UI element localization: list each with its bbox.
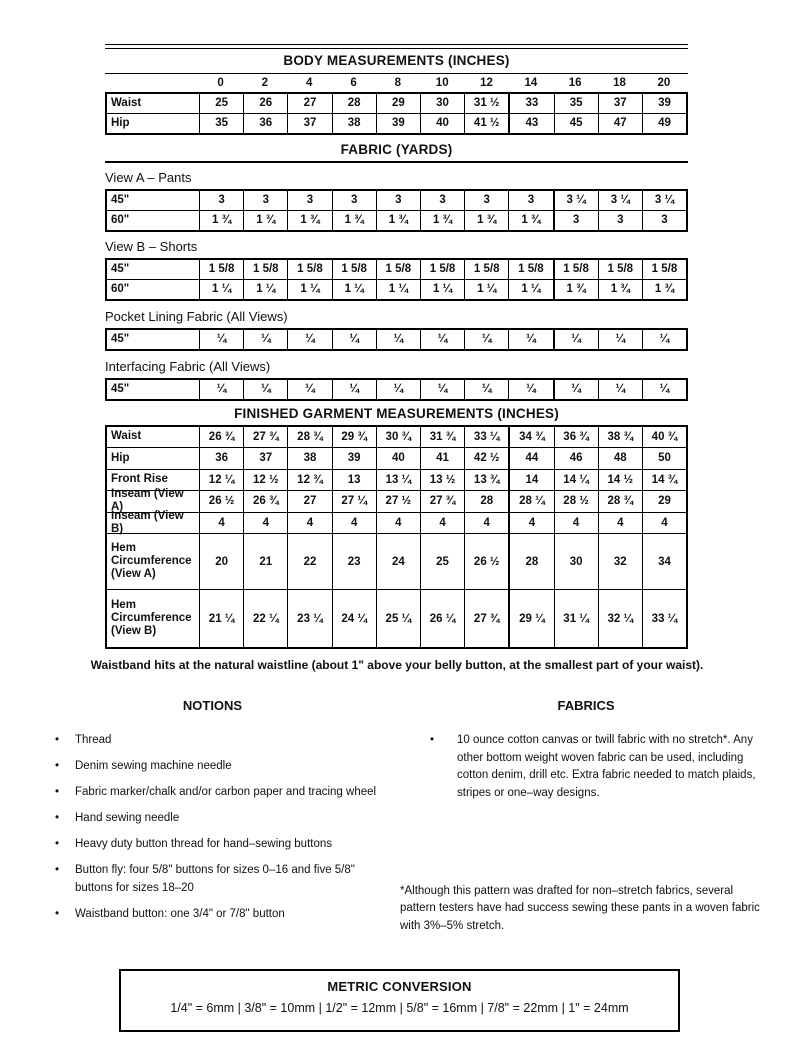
table-cell: 8: [394, 76, 402, 89]
row-label: Inseam (View A): [107, 491, 200, 512]
table-cell: 35: [555, 94, 599, 113]
table-cell: ¼: [421, 330, 465, 349]
bullet-icon: •: [430, 734, 435, 746]
table-row-inseam-a: [107, 490, 686, 512]
table-cell: 18: [613, 76, 626, 89]
table-cell: 32: [599, 534, 643, 589]
table-cell: 3: [333, 191, 377, 210]
table-row-hem-b: [107, 589, 686, 647]
table-cell: 25 ¼: [377, 590, 421, 647]
table-cell: 1 5/8: [200, 260, 244, 279]
table-cell: 3: [509, 191, 554, 210]
table-cell: 50: [658, 452, 671, 465]
table-cell: 27 ¾: [421, 491, 465, 512]
table-cell: 3: [288, 191, 332, 210]
table-cell: 49: [658, 117, 671, 129]
table-cell: 1 ¼: [244, 280, 288, 299]
tables-column: [105, 0, 688, 649]
table-cell: 1 5/8: [599, 260, 643, 279]
interfacing-label: Interfacing Fabric (All Views): [105, 358, 271, 374]
view-a-pants-label: View A – Pants: [105, 169, 192, 185]
fabric-title-rule: [105, 161, 688, 163]
table-cell: 3: [421, 191, 465, 210]
table-cell: ¼: [377, 330, 421, 349]
fabric-yards-title: FABRIC (YARDS): [340, 141, 453, 157]
row-label: Hip: [107, 114, 200, 133]
table-cell: 1 ¼: [333, 280, 377, 299]
table-cell: 33: [510, 94, 554, 113]
bullet-icon: •: [55, 812, 60, 824]
table-cell: ¼: [659, 333, 670, 345]
table-cell: 38: [288, 448, 332, 469]
row-cells: [200, 590, 686, 647]
table-cell: 26 ¾: [200, 427, 244, 448]
view-a-fabric-table: [105, 189, 688, 232]
table-cell: 1 ¼: [288, 280, 332, 299]
table-cell: 20: [657, 76, 671, 89]
table-cell: 30 ¾: [377, 427, 421, 448]
table-cell: 27 ¾: [244, 427, 288, 448]
table-cell: 39: [377, 114, 421, 133]
table-cell: 4: [288, 513, 332, 534]
row-label: Front Rise: [107, 470, 200, 491]
table-cell: 4: [555, 513, 599, 534]
table-cell: 32 ¼: [599, 590, 643, 647]
table-cell: 27 ¼: [333, 491, 377, 512]
table-cell: 1 5/8: [244, 260, 288, 279]
bullet-icon: •: [55, 838, 60, 850]
table-cell: 4: [599, 513, 643, 534]
bullet-icon: •: [55, 786, 60, 798]
row-label: 45": [107, 330, 200, 349]
table-cell: 1 ¾: [509, 211, 554, 230]
table-cell: 1 ¼: [421, 280, 465, 299]
table-cell: 33 ¼: [465, 427, 510, 448]
table-row-45: [107, 260, 686, 279]
row-cells: [200, 448, 686, 469]
finished-garment-table: [105, 425, 688, 650]
table-cell: 12 ½: [244, 470, 288, 491]
table-cell: 1 5/8: [651, 263, 678, 275]
table-cell: ¼: [200, 380, 244, 399]
table-cell: 23 ¼: [288, 590, 332, 647]
table-cell: 4: [200, 513, 244, 534]
table-cell: 1 ¼: [509, 280, 554, 299]
size-header-row: [105, 74, 688, 92]
table-cell: 14: [524, 76, 538, 89]
table-cell: 1 ¾: [244, 211, 288, 230]
table-cell: ¼: [244, 330, 288, 349]
table-cell: 34: [658, 555, 671, 568]
bullet-icon: •: [55, 864, 60, 876]
table-cell: 36: [200, 448, 244, 469]
table-cell: 27: [288, 94, 332, 113]
table-cell: 13 ¼: [377, 470, 421, 491]
list-item: [40, 836, 385, 854]
list-item: [40, 784, 385, 802]
table-cell: ¼: [421, 380, 465, 399]
row-cells: [200, 470, 686, 491]
table-cell: 26 ¼: [421, 590, 465, 647]
table-cell: 14 ¼: [555, 470, 599, 491]
row-cells: [200, 211, 686, 230]
table-cell: 1 ¼: [200, 280, 244, 299]
list-item: [40, 732, 385, 750]
table-cell: 29 ¼: [510, 590, 554, 647]
table-cell: ¼: [200, 330, 244, 349]
table-cell: 3 ¼: [599, 191, 643, 210]
bullet-icon: •: [55, 907, 60, 920]
row-cells: [200, 260, 686, 279]
table-cell: 3: [377, 191, 421, 210]
table-cell: 26 ¾: [244, 491, 288, 512]
list-item: [400, 732, 772, 802]
table-cell: ¼: [465, 330, 509, 349]
table-row-60: [107, 210, 686, 230]
table-cell: 28 ¾: [288, 427, 332, 448]
table-cell: 1 5/8: [509, 260, 554, 279]
table-cell: 28 ¾: [599, 491, 643, 512]
table-cell: ¼: [599, 330, 643, 349]
table-row-45: [107, 191, 686, 210]
list-item-text: Button fly: four 5/8" buttons for sizes 0–16 and five 5/8" buttons for sizes 18–20: [75, 864, 355, 894]
list-item: [40, 862, 385, 897]
table-cell: 1 ¾: [200, 211, 244, 230]
list-item: [40, 758, 385, 776]
table-cell: 0: [217, 76, 224, 89]
table-cell: 26 ½: [465, 534, 510, 589]
table-row-hem-a: [107, 533, 686, 589]
pocket-lining-table: [105, 328, 688, 351]
table-cell: 1 ¾: [465, 211, 509, 230]
table-cell: 24: [377, 534, 421, 589]
table-cell: 1 ¾: [599, 280, 643, 299]
row-label: Inseam (View B): [107, 513, 200, 534]
metric-conversion-values: 1/4" = 6mm | 3/8" = 10mm | 1/2" = 12mm | 5/8" = 16mm | 7/8" = 22mm | 1" = 24mm: [170, 1001, 629, 1015]
table-cell: 4: [465, 513, 510, 534]
table-cell: 1 5/8: [333, 260, 377, 279]
table-cell: 22: [288, 534, 332, 589]
table-cell: 30: [555, 534, 599, 589]
table-row-60: [107, 279, 686, 299]
table-cell: ¼: [509, 330, 554, 349]
table-cell: 3: [661, 214, 668, 226]
table-cell: 3: [244, 191, 288, 210]
finished-garment-title: FINISHED GARMENT MEASUREMENTS (INCHES): [234, 405, 559, 421]
table-cell: 1 ¾: [555, 280, 599, 299]
table-cell: ¼: [509, 380, 554, 399]
table-cell: 4: [510, 513, 554, 534]
table-cell: 37: [288, 114, 332, 133]
table-row-waist: [107, 94, 686, 113]
table-cell: 48: [599, 448, 643, 469]
row-label: 45": [107, 260, 200, 279]
interfacing-table: [105, 378, 688, 401]
table-cell: 1 ¾: [654, 283, 675, 295]
table-cell: 25: [200, 94, 244, 113]
table-cell: 1 5/8: [421, 260, 465, 279]
table-cell: 41 ½: [465, 114, 510, 133]
table-cell: ¼: [599, 380, 643, 399]
table-row-front-rise: [107, 469, 686, 491]
table-cell: 10: [435, 76, 449, 89]
table-cell: 34 ¾: [510, 427, 554, 448]
list-item-text: Thread: [75, 734, 112, 746]
table-cell: 40: [421, 114, 465, 133]
table-cell: 40 ¾: [651, 430, 678, 443]
row-label: Waist: [107, 427, 200, 448]
fabrics-title: FABRICS: [557, 698, 615, 713]
table-cell: 27 ¾: [465, 590, 510, 647]
table-cell: 1 ¼: [465, 280, 509, 299]
table-cell: 47: [599, 114, 643, 133]
table-cell: 13: [333, 470, 377, 491]
table-cell: ¼: [333, 380, 377, 399]
waistband-note: Waistband hits at the natural waistline (about 1" above your belly button, at the smallest part of your waist).: [90, 658, 704, 672]
view-b-fabric-table: [105, 258, 688, 301]
table-cell: 3 ¼: [555, 191, 599, 210]
row-cells: [200, 191, 686, 210]
row-cells: [200, 330, 686, 349]
table-cell: 30: [421, 94, 465, 113]
metric-conversion-title: METRIC CONVERSION: [327, 979, 472, 994]
fabrics-section: [400, 698, 772, 811]
table-cell: 31 ¼: [555, 590, 599, 647]
table-cell: 3 ¼: [654, 194, 675, 206]
table-cell: 26: [244, 94, 288, 113]
size-header-cells: [198, 74, 686, 92]
table-row-45: [107, 330, 686, 349]
table-cell: 12 ¼: [200, 470, 244, 491]
table-cell: 44: [510, 448, 554, 469]
table-cell: 23: [333, 534, 377, 589]
table-cell: 37: [599, 94, 643, 113]
table-cell: 3: [599, 211, 643, 230]
table-cell: 1 ¾: [421, 211, 465, 230]
row-label: Hem Circumference (View B): [107, 590, 200, 647]
table-cell: 12: [480, 76, 493, 89]
table-cell: ¼: [244, 380, 288, 399]
table-cell: 46: [555, 448, 599, 469]
table-row-hip: [107, 447, 686, 469]
table-cell: 42 ½: [465, 448, 510, 469]
list-item-text: Heavy duty button thread for hand–sewing buttons: [75, 838, 333, 850]
table-cell: ¼: [465, 380, 509, 399]
table-cell: 21: [244, 534, 288, 589]
table-cell: 31 ¾: [421, 427, 465, 448]
row-label: 45": [107, 380, 200, 399]
table-cell: 37: [244, 448, 288, 469]
table-cell: 39: [658, 97, 671, 109]
table-cell: 4: [306, 76, 313, 89]
table-cell: 24 ¼: [333, 590, 377, 647]
table-cell: 40: [377, 448, 421, 469]
row-label: Hem Circumference (View A): [107, 534, 200, 589]
table-cell: 27 ½: [377, 491, 421, 512]
row-cells: [200, 114, 686, 133]
bullet-icon: •: [55, 760, 60, 772]
row-label: 60": [107, 280, 200, 299]
table-cell: 28 ¼: [510, 491, 554, 512]
body-measurements-table: [105, 92, 688, 135]
table-cell: 1 ¼: [377, 280, 421, 299]
row-cells: [200, 380, 686, 399]
top-double-rule: [105, 44, 688, 49]
list-item-text: Waistband button: one 3/4" or 7/8" button: [75, 907, 285, 920]
table-cell: 38: [333, 114, 377, 133]
table-cell: 1 ¾: [288, 211, 332, 230]
pocket-lining-label: Pocket Lining Fabric (All Views): [105, 308, 288, 324]
table-cell: 14: [510, 470, 554, 491]
table-cell: 29 ¾: [333, 427, 377, 448]
list-item: [40, 906, 385, 924]
notions-section: [40, 698, 385, 932]
table-cell: 4: [244, 513, 288, 534]
table-cell: ¼: [288, 380, 332, 399]
list-item-text: Hand sewing needle: [75, 812, 180, 824]
table-cell: ¼: [288, 330, 332, 349]
table-cell: 14 ½: [599, 470, 643, 491]
table-cell: 29: [658, 495, 671, 508]
table-cell: 45: [555, 114, 599, 133]
table-cell: 27: [288, 491, 332, 512]
table-cell: 38 ¾: [599, 427, 643, 448]
metric-conversion-box: [119, 969, 680, 1032]
view-b-shorts-label: View B – Shorts: [105, 238, 198, 254]
row-cells: [200, 534, 686, 589]
row-label: Waist: [107, 94, 200, 113]
table-cell: 1 ¾: [377, 211, 421, 230]
table-cell: 31 ½: [465, 94, 510, 113]
table-cell: 20: [200, 534, 244, 589]
row-cells: [200, 427, 686, 448]
table-cell: 28: [333, 94, 377, 113]
table-cell: 16: [568, 76, 582, 89]
table-row-45: [107, 380, 686, 399]
table-cell: 28: [510, 534, 554, 589]
table-cell: 41: [421, 448, 465, 469]
list-item-text: Denim sewing machine needle: [75, 760, 232, 772]
row-cells: [200, 513, 686, 534]
table-cell: 2: [261, 76, 269, 89]
table-cell: 39: [333, 448, 377, 469]
list-item-text: 10 ounce cotton canvas or twill fabric with no stretch*. Any other bottom weight woven fabric can be used, including cotton denim, drill etc. Extra fabric needed to match plaids, stripes or one–way designs.: [457, 734, 756, 799]
row-label: Hip: [107, 448, 200, 469]
table-cell: 4: [421, 513, 465, 534]
table-cell: ¼: [555, 330, 599, 349]
table-cell: 21 ¼: [200, 590, 244, 647]
table-cell: 29: [377, 94, 421, 113]
stretch-footnote: *Although this pattern was drafted for non–stretch fabrics, several pattern testers have had success sewing these pants in a woven fabric with 3%–5% stretch.: [400, 885, 760, 932]
list-item-text: Fabric marker/chalk and/or carbon paper and tracing wheel: [75, 786, 377, 798]
table-cell: 1 5/8: [377, 260, 421, 279]
table-cell: 13 ¾: [465, 470, 510, 491]
row-cells: [200, 280, 686, 299]
table-row-waist: [107, 427, 686, 448]
table-row-hip: [107, 113, 686, 133]
table-cell: 4: [377, 513, 421, 534]
table-row-inseam-b: [107, 509, 686, 535]
row-label: 60": [107, 211, 200, 230]
table-cell: ¼: [333, 330, 377, 349]
table-cell: 28 ½: [555, 491, 599, 512]
table-cell: 4: [333, 513, 377, 534]
bullet-icon: •: [55, 734, 60, 746]
table-cell: 36 ¾: [555, 427, 599, 448]
table-cell: 3: [465, 191, 509, 210]
row-label: 45": [107, 191, 200, 210]
table-cell: 26 ½: [200, 491, 244, 512]
row-cells: [200, 491, 686, 512]
table-cell: ¼: [555, 380, 599, 399]
table-cell: 1 ¾: [333, 211, 377, 230]
table-cell: 28: [465, 491, 510, 512]
table-cell: 25: [421, 534, 465, 589]
table-cell: 1 5/8: [555, 260, 599, 279]
list-item: [40, 810, 385, 828]
table-cell: 35: [200, 114, 244, 133]
row-cells: [200, 94, 686, 113]
table-cell: 4: [661, 516, 668, 529]
table-cell: 3: [200, 191, 244, 210]
table-cell: 3: [555, 211, 599, 230]
table-cell: 14 ¾: [651, 473, 678, 486]
notions-title: NOTIONS: [182, 698, 243, 713]
size-header-spacer: [107, 74, 198, 92]
table-cell: 12 ¾: [288, 470, 332, 491]
table-cell: 1 5/8: [465, 260, 509, 279]
table-cell: 36: [244, 114, 288, 133]
table-cell: ¼: [659, 383, 670, 395]
table-cell: 43: [510, 114, 554, 133]
table-cell: 1 5/8: [288, 260, 332, 279]
table-cell: 13 ½: [421, 470, 465, 491]
table-cell: 22 ¼: [244, 590, 288, 647]
table-cell: 33 ¼: [651, 612, 678, 625]
table-cell: ¼: [377, 380, 421, 399]
table-cell: 6: [350, 76, 357, 89]
body-measurements-title: BODY MEASUREMENTS (INCHES): [283, 52, 510, 68]
